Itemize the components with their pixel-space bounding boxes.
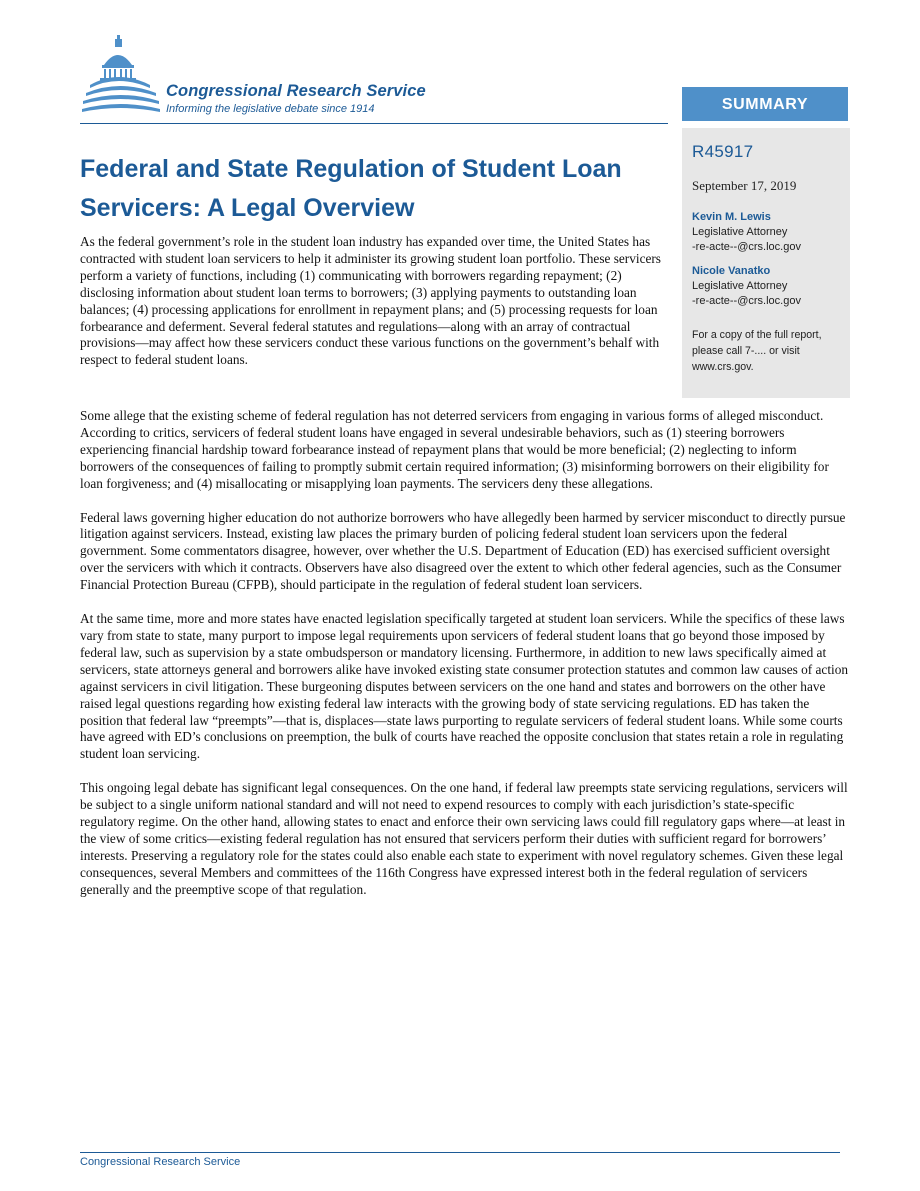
summary-paragraph: Federal laws governing higher education do not authorize borrowers who have allegedly been harmed by servicer misconduct to directly pursue litigation against servicers. Instead, existing law places the primary burden of policing federal student loan servicers upon the federal government. Some commentators disagree, however, over whether the U.S. Department of Education (ED) has exercised sufficient oversight over the servicers with which it contracts. Observers have also disagreed over the extent to which other federal agencies, such as the Consumer Financial Protection Bureau (CFPB), should participate in the regulation of federal student loan servicers. [80,509,846,593]
summary-paragraph: This ongoing legal debate has significant legal consequences. On the one hand, if federal law preempts state servicing regulations, servicers will be subject to a single uniform national standard and will not need to expend resources to comply with each jurisdiction’s state-specific regulatory regime. On the other hand, allowing states to enact and enforce their own servicing laws could fill regulatory gaps where—at least in the view of some critics—existing federal regulation has not ensured that servicers perform their duties with sufficient regard for borrowers’ interests. Preserving a regulatory role for the states could also enable each state to experiment with novel regulatory schemes. Given these legal consequences, several Members and committees of the 116th Congress have expressed interest both in the federal regulation of servicers generally and the preemptive scope of that regulation. [80,780,848,897]
summary-paragraph: As the federal government’s role in the student loan industry has expanded over time, the United States has contracted with student loan servicers to help it administer its growing student loan portfolio. These servicers perform a variety of functions, including (1) communicating with borrowers regarding repayment; (2) disclosing information about student loan terms to borrowers; (3) applying payments to outstanding loan balances; (4) processing applications for enrollment in repayment plans; and (5) processing requests for loan forbearance and deferment. Several federal statutes and regulations—along with an array of contractual provisions—may affect how these servicers conduct these various functions on the government’s behalf with respect to federal student loans. [80,234,661,368]
header-divider [80,123,668,124]
author-email: -re-acte--@crs.loc.gov [692,241,801,253]
footer-divider [80,1152,840,1153]
summary-paragraph: Some allege that the existing scheme of federal regulation has not deterred servicers from engaging in various forms of alleged misconduct. According to critics, servicers of federal student loans have engaged in several undesirable behaviors, such as (1) steering borrowers experiencing financial hardship toward forbearance instead of repayment plans that would be more beneficial; (2) neglecting to inform borrowers of the consequences of failing to promptly submit certain required information; (3) misinforming borrowers on their eligibility for loan forgiveness; and (4) misallocating or misapplying loan payments. The servicers deny these allegations. [80,408,829,491]
summary-label: SUMMARY [682,87,848,121]
org-name: Congressional Research Service [166,82,426,100]
report-id: R45917 [692,142,754,161]
copy-note: For a copy of the full report, please call 7-.... or visit www.crs.gov. [692,329,822,373]
author-email: -re-acte--@crs.loc.gov [692,295,801,307]
report-title: Federal and State Regulation of Student Loan Servicers: A Legal Overview [80,155,622,222]
summary-sidebar [682,128,850,398]
footer-org-name: Congressional Research Service [80,1156,241,1168]
report-date: September 17, 2019 [692,178,797,193]
author-name: Nicole Vanatko [692,265,771,277]
summary-body [80,408,850,916]
capitol-dome-icon [80,35,160,119]
author-name: Kevin M. Lewis [692,211,771,223]
author-title: Legislative Attorney [692,226,788,238]
author-title: Legislative Attorney [692,280,788,292]
org-tagline: Informing the legislative debate since 1914 [166,103,375,115]
summary-paragraph: At the same time, more and more states have enacted legislation specifically targeted at student loan servicers. While the specifics of these laws vary from state to state, many purport to impose legal requirements upon servicers of federal student loans that go beyond those imposed by federal law, such as supervision by a state ombudsperson or mandatory licensing. Furthermore, in addition to new laws specifically aimed at servicers, state attorneys general and borrowers alike have invoked existing state consumer protection statutes and common law causes of action against servicers in civil litigation. These burgeoning disputes between servicers on the one hand and states and borrowers on the other have raised legal questions regarding how existing federal law interacts with the growing body of state servicing regulations. ED has taken the position that federal law “preempts”—that is, displaces—state laws purporting to regulate servicers of federal student loans. While some courts have agreed with ED’s conclusions on preemption, the bulk of courts have reached the opposite conclusion that states retain a role in regulating student loan servicing. [80,611,849,762]
